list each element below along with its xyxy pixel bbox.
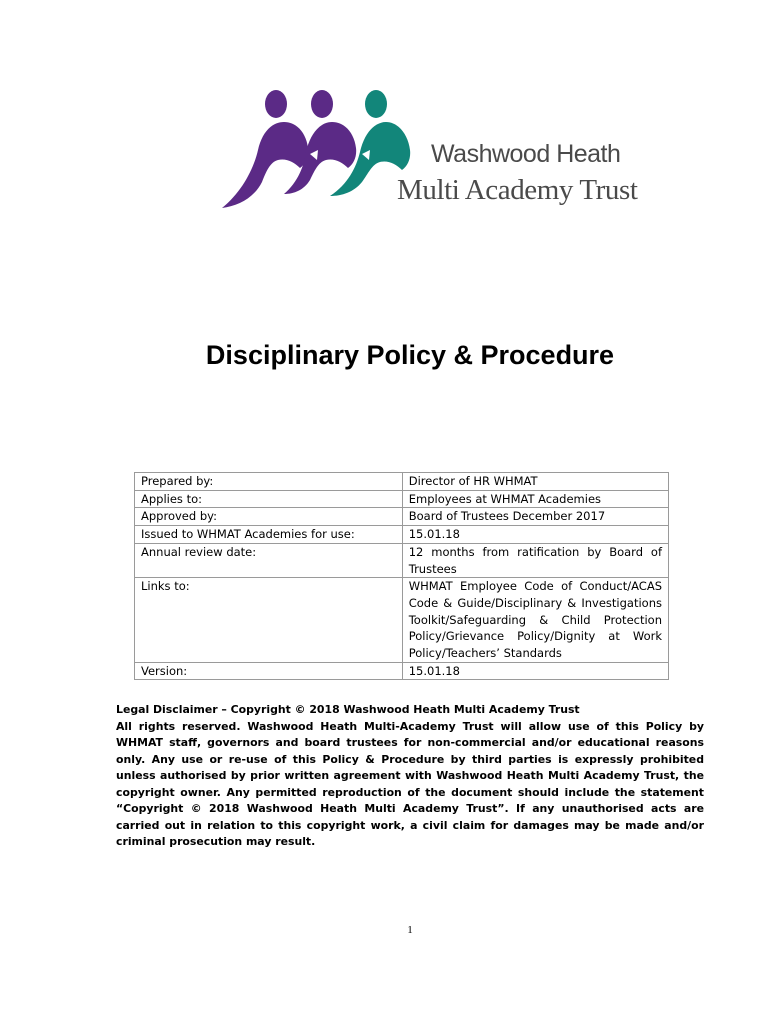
row-value: [402, 526, 668, 544]
row-value-text: Director of HR WHMAT: [408, 474, 538, 488]
row-label-text: Version:: [141, 663, 188, 678]
document-info-table: [134, 472, 669, 680]
row-value-text: 12 months from ratification by Board of Trustees: [408, 544, 662, 576]
disclaimer-body: All rights reserved. Washwood Heath Multi-Academy Trust will allow use of this Policy by WHMAT staff, governors and board trustees for non-commercial and/or educational reasons only. Any use or re-use of this Policy & Procedure by third parties is expressly prohibited unless authorised by prior written agreement with Washwood Heath Multi Academy Trust, the copyright owner. Any permitted reproduction of the document should include the statement “Copyright © 2018 Washwood Heath Multi Academy Trust”. If any unauthorised acts are carried out in relation to this copyright work, a civil claim for damages may be made and/or criminal prosecution may result.: [116, 719, 704, 848]
row-label-text: Links to:: [141, 579, 190, 594]
page-number: 1: [407, 924, 413, 936]
table-row: [135, 578, 669, 663]
row-label-text: Applies to:: [141, 491, 202, 506]
row-value-text: Employees at WHMAT Academies: [408, 491, 602, 506]
row-label: [135, 508, 403, 526]
row-label: [135, 578, 403, 663]
row-label: [135, 526, 403, 544]
row-value-text: 15.01.18: [408, 663, 460, 678]
trust-logo: [214, 82, 638, 212]
row-value: [402, 578, 668, 663]
row-label: [135, 473, 403, 491]
row-value: [402, 543, 668, 577]
row-value-text: WHMAT Employee Code of Conduct/ACAS Code & Guide/Disciplinary & Investigations Toolkit/Safeguarding & Child Protection Policy/Grievance Policy/Dignity at Work Policy/Teachers’ Standards: [408, 579, 662, 661]
row-label: [135, 543, 403, 577]
document-title: Disciplinary Policy & Procedure: [205, 340, 615, 370]
logo-text-line1: Washwood Heath: [431, 140, 621, 168]
logo-text-line2: Multi Academy Trust: [397, 174, 638, 206]
trust-logo-figures-icon: [214, 82, 414, 212]
row-value: [402, 490, 668, 508]
legal-disclaimer: [116, 702, 704, 851]
row-label-text: Issued to WHMAT Academies for use:: [141, 527, 355, 542]
table-row: [135, 473, 669, 491]
table-row: [135, 662, 669, 680]
row-label-text: Prepared by:: [141, 474, 214, 488]
row-value-text: Board of Trustees December 2017: [408, 509, 606, 524]
row-value: [402, 473, 668, 491]
disclaimer-heading: Legal Disclaimer – Copyright © 2018 Washwood Heath Multi Academy Trust: [116, 703, 580, 716]
row-label-text: Annual review date:: [141, 544, 257, 559]
row-value: [402, 508, 668, 526]
row-label: [135, 490, 403, 508]
row-value-text: 15.01.18: [408, 527, 460, 542]
row-value: [402, 662, 668, 680]
table-row: [135, 543, 669, 577]
table-row: [135, 490, 669, 508]
table-row: [135, 526, 669, 544]
table-row: [135, 508, 669, 526]
row-label: [135, 662, 403, 680]
row-label-text: Approved by:: [141, 509, 217, 524]
